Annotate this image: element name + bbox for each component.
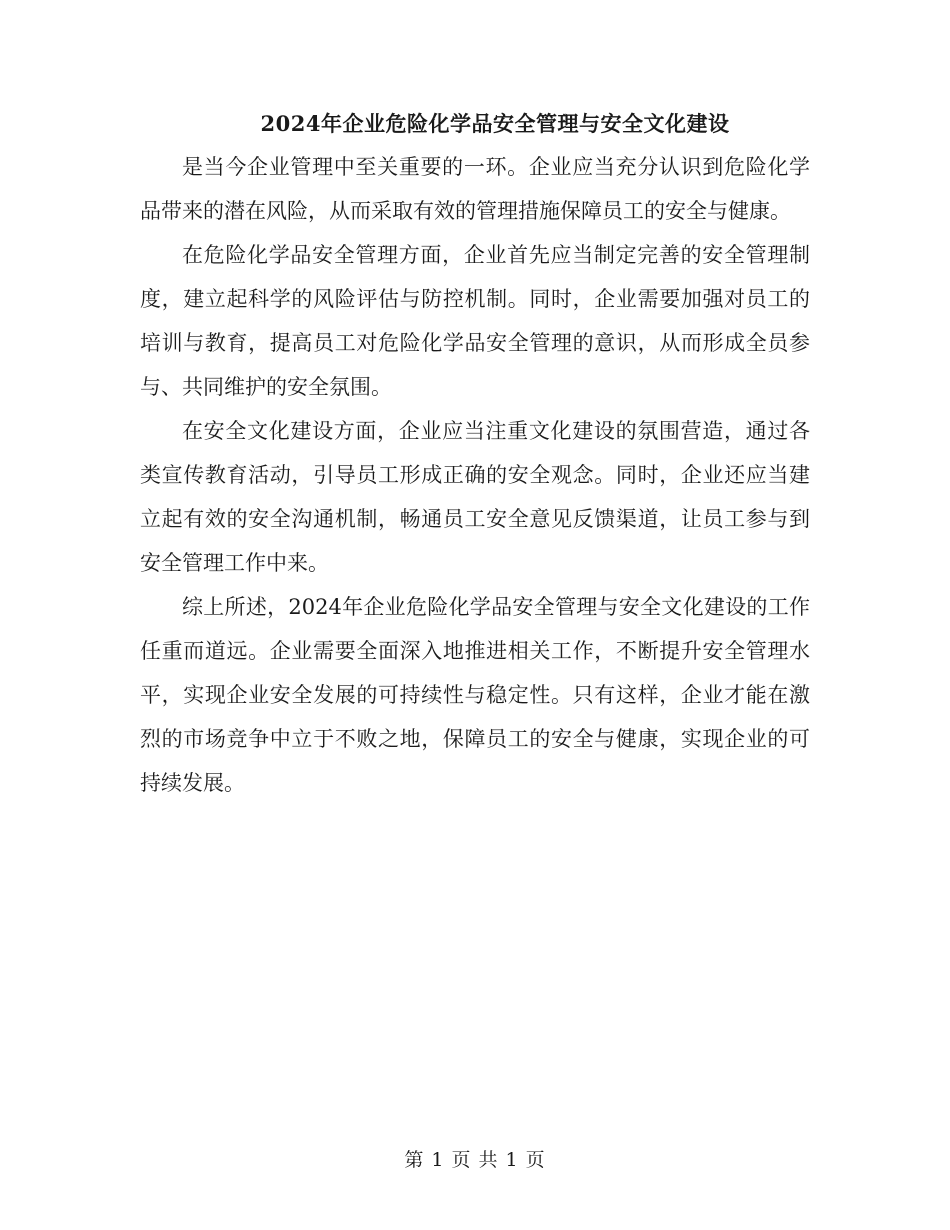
- paragraph-safety-culture: 在安全文化建设方面，企业应当注重文化建设的氛围营造，通过各类宣传教育活动，引导员工形成正确的安全观念。同时，企业还应当建立起有效的安全沟通机制，畅通员工安全意见反馈渠道，让员工参与到安全管理工作中来。: [140, 419, 810, 575]
- document-title: 2024年企业危险化学品安全管理与安全文化建设: [260, 111, 730, 136]
- paragraph-chemical-safety-management: 在危险化学品安全管理方面，企业首先应当制定完善的安全管理制度，建立起科学的风险评估与防控机制。同时，企业需要加强对员工的培训与教育，提高员工对危险化学品安全管理的意识，从而形成全员参与、共同维护的安全氛围。: [140, 243, 810, 399]
- document-body: [140, 145, 810, 805]
- paragraph-intro: 是当今企业管理中至关重要的一环。企业应当充分认识到危险化学品带来的潜在风险，从而采取有效的管理措施保障员工的安全与健康。: [140, 155, 810, 223]
- page-number-footer: 第 1 页 共 1 页: [404, 1149, 546, 1171]
- paragraph-conclusion: 综上所述，2024年企业危险化学品安全管理与安全文化建设的工作任重而道远。企业需要全面深入地推进相关工作，不断提升安全管理水平，实现企业安全发展的可持续性与稳定性。只有这样，企业才能在激烈的市场竞争中立于不败之地，保障员工的安全与健康，实现企业的可持续发展。: [140, 595, 810, 795]
